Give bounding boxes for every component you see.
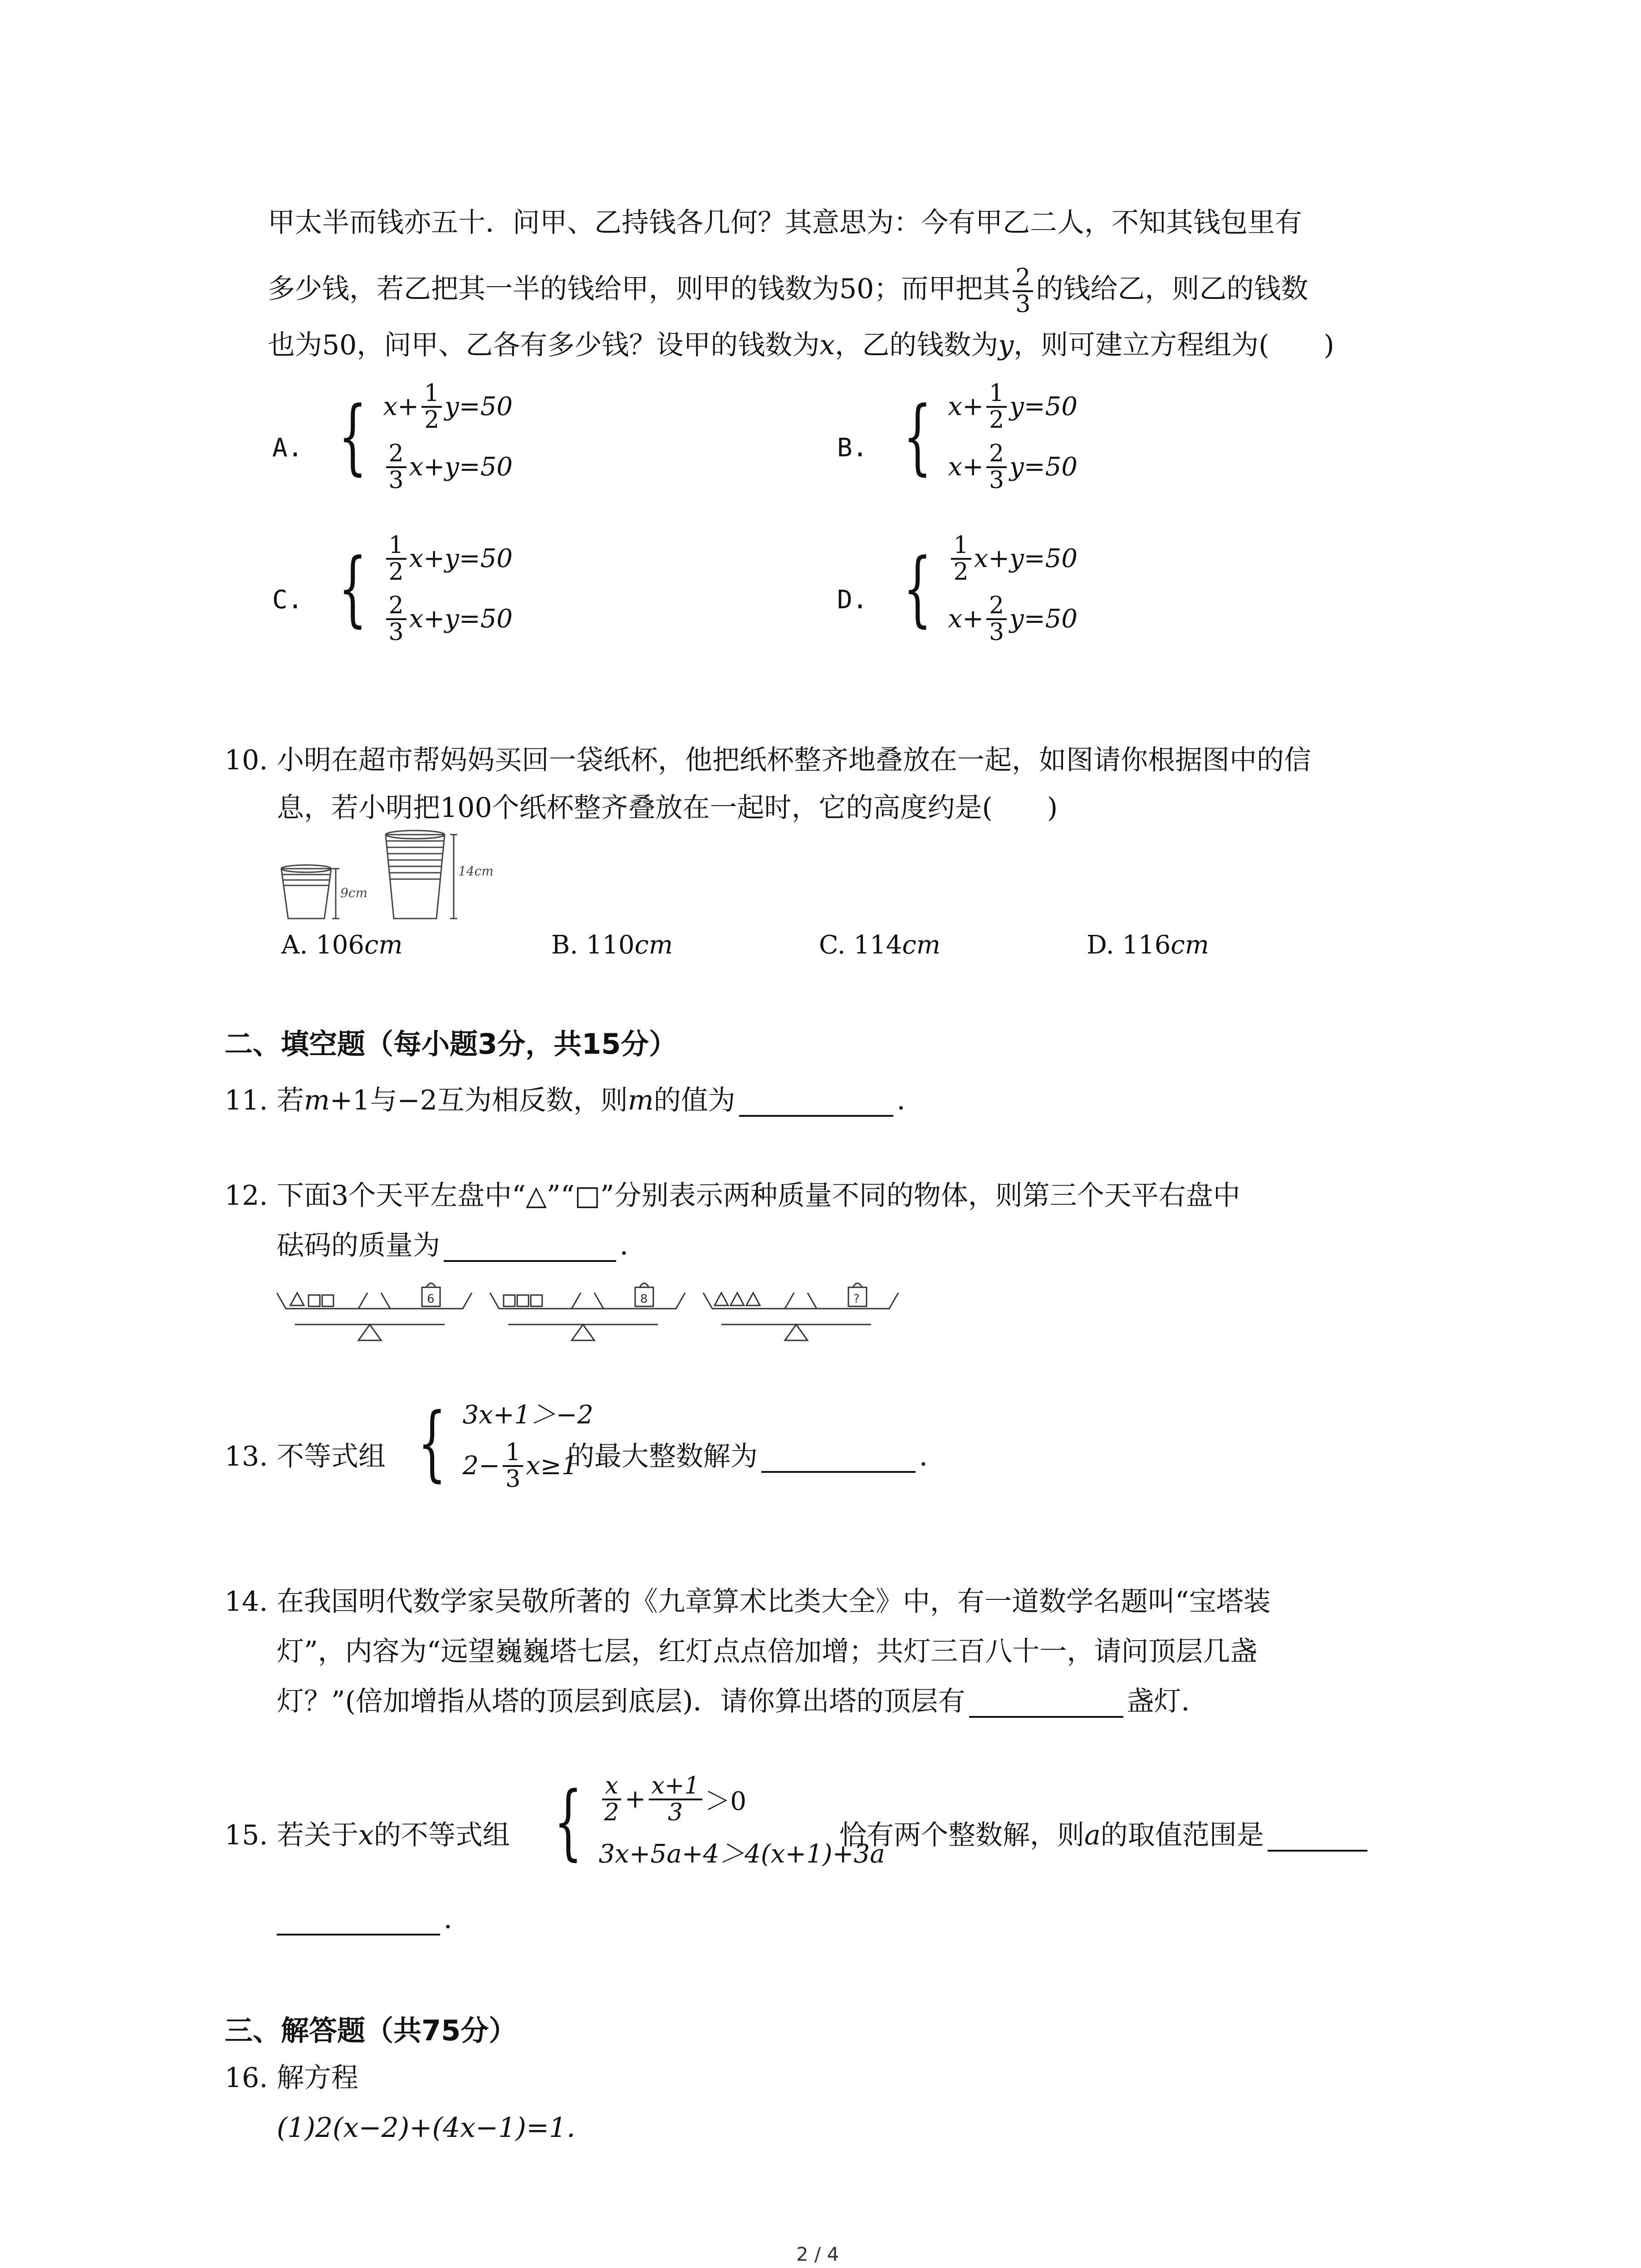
q9-line2: 多少钱，若乙把其一半的钱给甲，则甲的钱数为50；而甲把其 $\frac{2}{3}$ 的钱给乙，则乙的钱数 (268, 264, 1308, 318)
q13-answer-blank[interactable] (761, 1444, 916, 1473)
q15-prefix: 若关于x的不等式组 (277, 1819, 510, 1851)
q11-number: 11. (225, 1085, 268, 1116)
q14-line2: 灯”，内容为“远望巍巍塔七层，红灯点点倍加增；共灯三百八十一，请问顶层几盏 (277, 1636, 1258, 1667)
section-2-heading: 二、填空题（每小题3分，共15分） (225, 1027, 677, 1061)
q9-option-c-system: { $\frac{1}{2}$ x+y=50 $\frac{2}{3}$ x+y=50 (338, 532, 513, 646)
q15-answer-blank-part1[interactable] (1268, 1823, 1367, 1852)
q11-text: 若m+1与−2互为相反数，则m的值为 ． (277, 1085, 924, 1116)
q10-option-a: A. 106cm (281, 930, 403, 960)
q13-prefix: 不等式组 (277, 1441, 386, 1472)
weight-2: 8 (640, 1292, 648, 1306)
q13-suffix: 的最大整数解为 ． (567, 1441, 946, 1472)
q9-line3: 也为50，问甲、乙各有多少钱？设甲的钱数为x，乙的钱数为y，则可建立方程组为( ) (268, 329, 1334, 361)
q12-line1: 下面3个天平左盘中“△”“□”分别表示两种质量不同的物体，则第三个天平右盘中 (277, 1180, 1240, 1212)
q13-number: 13. (225, 1441, 268, 1472)
q9-option-a-system: { x+ $\frac{1}{2}$ y=50 $\frac{2}{3}$ x+y=50 (338, 380, 513, 494)
q15-suffix: 恰有两个整数解，则a的取值范围是 (839, 1819, 1371, 1852)
q12-number: 12. (225, 1180, 268, 1212)
q16-title: 解方程 (277, 2062, 358, 2094)
paper-cup-figure (272, 826, 508, 930)
q15-number: 15. (225, 1819, 268, 1851)
q10-option-b: B. 110cm (551, 930, 673, 960)
section-3-heading: 三、解答题（共75分） (225, 2014, 517, 2047)
small-stack-height-label: 9cm (340, 885, 368, 900)
q15-continuation: ． (277, 1903, 471, 1936)
page-number: 2 / 4 (796, 2243, 839, 2265)
q10-line1: 小明在超市帮妈妈买回一袋纸杯，他把纸杯整齐地叠放在一起，如图请你根据图中的信 (277, 744, 1311, 776)
q12-answer-blank[interactable] (444, 1233, 616, 1262)
q9-option-b-label: B. (837, 433, 868, 463)
weight-3: ? (853, 1292, 860, 1306)
tall-stack-height-label: 14cm (458, 864, 494, 879)
balance-scales-figure (277, 1275, 912, 1352)
q9-option-c-label: C. (272, 585, 303, 615)
q10-option-d: D. 116cm (1087, 930, 1209, 960)
q14-line3: 灯？”(倍加增指从塔的顶层到底层)．请你算出塔的顶层有 盏灯． (277, 1686, 1209, 1717)
q9-fraction: $\frac{2}{3}$ (1013, 265, 1033, 317)
q16-number: 16. (225, 2062, 268, 2094)
q10-line2: 息，若小明把100个纸杯整齐叠放在一起时，它的高度约是( ) (277, 792, 1058, 824)
q9-line1: 甲太半而钱亦五十．问甲、乙持钱各几何？其意思为：今有甲乙二人，不知其钱包里有 (268, 207, 1302, 239)
q16-equation: (1)2(x−2)+(4x−1)=1． (277, 2112, 594, 2144)
q9-option-d-system: { $\frac{1}{2}$ x+y=50 x+ $\frac{2}{3}$ y=50 (903, 532, 1078, 646)
q11-answer-blank[interactable] (739, 1088, 893, 1117)
q14-answer-blank[interactable] (969, 1689, 1123, 1718)
q14-line1: 在我国明代数学家吴敬所著的《九章算术比类大全》中，有一道数学名题叫“宝塔装 (277, 1586, 1271, 1618)
q15-answer-blank-part2[interactable] (277, 1906, 440, 1936)
q14-number: 14. (225, 1586, 268, 1618)
q9-option-b-system: { x+ $\frac{1}{2}$ y=50 x+ $\frac{2}{3}$ y=50 (903, 380, 1078, 494)
q9-option-d-label: D. (837, 585, 868, 615)
q9-option-a-label: A. (272, 433, 303, 463)
q12-line2: 砝码的质量为 ． (277, 1230, 647, 1261)
q10-option-c: C. 114cm (819, 930, 941, 960)
weight-1: 6 (427, 1292, 435, 1306)
q10-number: 10. (225, 744, 268, 776)
q15-inequality-system: { $\frac{x}{2}$ + $\frac{x+1}{3}$ ＞0 3x+5a+4＞4(x+1)+3a (554, 1772, 885, 1869)
q13-inequality-system: { 3x+1＞−2 2− $\frac{1}{3}$ x≥1 (417, 1395, 593, 1493)
